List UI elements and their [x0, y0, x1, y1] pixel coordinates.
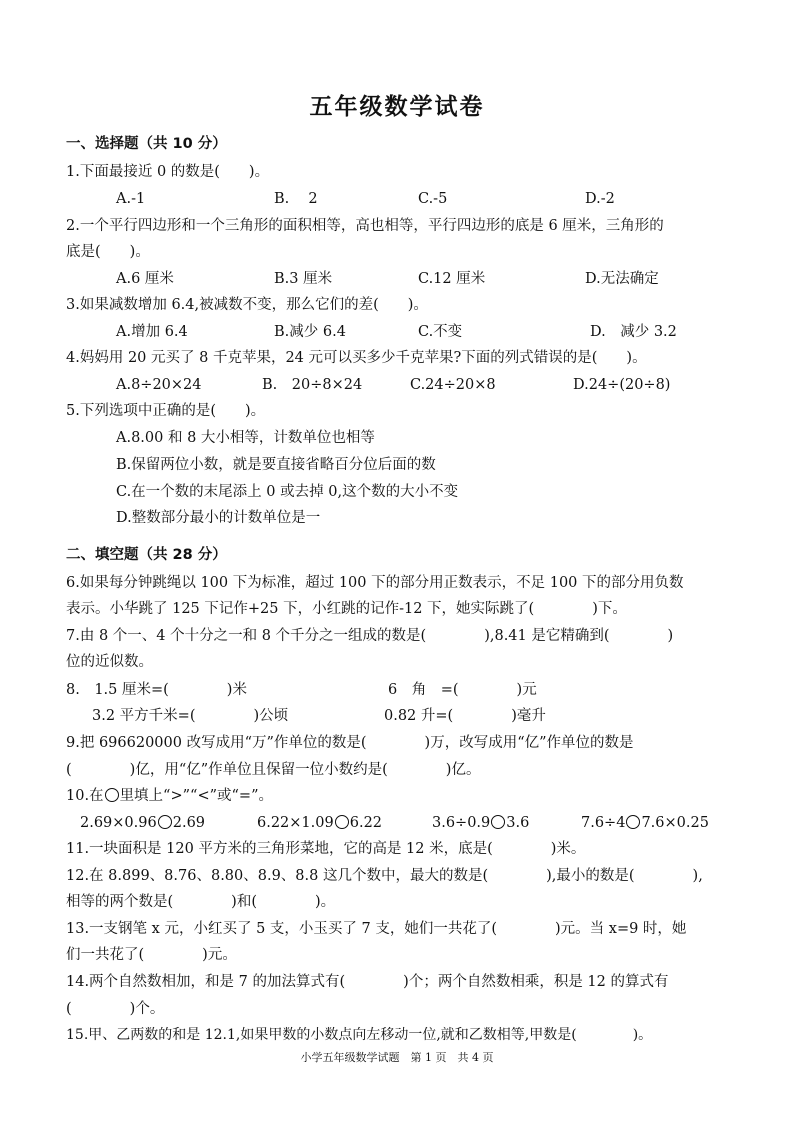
q10-e4-right: 7.6×0.25: [641, 815, 709, 831]
q4-stem: 4.妈妈用 20 元买了 8 千克苹果，24 元可以买多少千克苹果?下面的列式错误的是( )。: [66, 350, 647, 366]
q7-line1: 7.由 8 个一、4 个十分之一和 8 个千分之一组成的数是( ),8.41 是它精确到( ): [66, 628, 674, 644]
q13-line1: 13.一支钢笔 x 元，小红买了 5 支，小玉买了 7 支，她们一共花了( )元。当 x=9 时，她: [66, 921, 687, 937]
q3-option-d: D. 减少 3.2: [590, 324, 677, 340]
q7-line2: 位的近似数。: [66, 654, 153, 670]
q9-line1: 9.把 696620000 改写成用“万”作单位的数是( )万，改写成用“亿”作单位的数是: [66, 735, 634, 751]
q10-e1-left: 2.69×0.96: [80, 815, 157, 831]
compare-circle-icon[interactable]: [158, 815, 172, 829]
q1-option-d: D.-2: [585, 191, 615, 207]
q10-e3-right: 3.6: [506, 815, 530, 831]
q8-item-d: 0.82 升=( )毫升: [384, 708, 546, 724]
q2-stem-line2: 底是( )。: [66, 244, 150, 260]
q10-expr-2: [257, 813, 382, 833]
q8-item-b: 6 角 =( )元: [388, 682, 537, 698]
q3-option-b: B.减少 6.4: [274, 324, 346, 340]
q10-pre: 10.在: [66, 788, 104, 804]
q10-e2-left: 6.22×1.09: [257, 815, 334, 831]
q10-e1-right: 2.69: [172, 815, 206, 831]
q2-option-d: D.无法确定: [585, 271, 659, 287]
q1-option-b: B. 2: [274, 191, 318, 207]
q1-stem: 1.下面最接近 0 的数是( )。: [66, 164, 270, 180]
compare-circle-icon[interactable]: [491, 815, 505, 829]
q4-option-d: D.24÷(20÷8): [573, 377, 671, 393]
q3-stem: 3.如果减数增加 6.4,被减数不变，那么它们的差( )。: [66, 297, 428, 313]
q10-e3-left: 3.6÷0.9: [432, 815, 491, 831]
q5-option-d: D.整数部分最小的计数单位是一: [116, 510, 321, 526]
q10-expr-4: [581, 813, 709, 833]
q13-line2: 们一共花了( )元。: [66, 947, 237, 963]
q2-option-b: B.3 厘米: [274, 271, 333, 287]
q6-line1: 6.如果每分钟跳绳以 100 下为标准，超过 100 下的部分用正数表示，不足 100 下的部分用负数: [66, 575, 684, 591]
page-title: 五年级数学试卷: [309, 93, 485, 120]
page-footer: 小学五年级数学试题 第 1 页 共 4 页: [300, 1051, 494, 1064]
q2-option-a: A.6 厘米: [116, 271, 174, 287]
q12-line2: 相等的两个数是( )和( )。: [66, 894, 336, 910]
q11: 11.一块面积是 120 平方米的三角形菜地，它的高是 12 米，底是( )米。: [66, 841, 586, 857]
section-heading-choice: 一、选择题（共 10 分）: [66, 136, 227, 152]
q14-line1: 14.两个自然数相加，和是 7 的加法算式有( )个；两个自然数相乘，积是 12 的算式有: [66, 974, 669, 990]
compare-circle-icon: [105, 788, 119, 802]
q5-option-c: C.在一个数的末尾添上 0 或去掉 0,这个数的大小不变: [116, 484, 459, 500]
q5-option-b: B.保留两位小数，就是要直接省略百分位后面的数: [116, 457, 436, 473]
q14-line2: ( )个。: [66, 1001, 165, 1017]
q9-line2: ( )亿，用“亿”作单位且保留一位小数约是( )亿。: [66, 762, 481, 778]
compare-circle-icon[interactable]: [335, 815, 349, 829]
q8-item-a: 8. 1.5 厘米=( )米: [66, 682, 247, 698]
q3-option-a: A.增加 6.4: [116, 324, 188, 340]
q1-option-c: C.-5: [418, 191, 448, 207]
q4-option-b: B. 20÷8×24: [262, 377, 363, 393]
q5-option-a: A.8.00 和 8 大小相等，计数单位也相等: [116, 430, 375, 446]
q1-option-a: A.-1: [116, 191, 146, 207]
q12-line1: 12.在 8.899、8.76、8.80、8.9、8.8 这几个数中，最大的数是( ),最小的数是( ),: [66, 868, 703, 884]
q3-option-c: C.不变: [418, 324, 463, 340]
q10-e2-right: 6.22: [349, 815, 383, 831]
section-heading-fill: 二、填空题（共 28 分）: [66, 547, 227, 563]
q2-option-c: C.12 厘米: [418, 271, 486, 287]
q10-instruction: [66, 786, 273, 806]
q8-item-c: 3.2 平方千米=( )公顷: [92, 708, 289, 724]
q10-post: 里填上“>”“<”或“=”。: [119, 788, 273, 804]
q6-line2: 表示。小华跳了 125 下记作+25 下，小红跳的记作-12 下，她实际跳了( )下。: [66, 601, 627, 617]
compare-circle-icon[interactable]: [626, 815, 640, 829]
q4-option-a: A.8÷20×24: [116, 377, 202, 393]
q2-stem-line1: 2.一个平行四边形和一个三角形的面积相等，高也相等，平行四边形的底是 6 厘米，三角形的: [66, 218, 664, 234]
q10-expr-3: [432, 813, 529, 833]
q10-e4-left: 7.6÷4: [581, 815, 626, 831]
q4-option-c: C.24÷20×8: [410, 377, 496, 393]
q15: 15.甲、乙两数的和是 12.1,如果甲数的小数点向左移动一位,就和乙数相等,甲数是( )。: [66, 1027, 653, 1043]
q5-stem: 5.下列选项中正确的是( )。: [66, 403, 266, 419]
q10-expr-1: [80, 813, 205, 833]
